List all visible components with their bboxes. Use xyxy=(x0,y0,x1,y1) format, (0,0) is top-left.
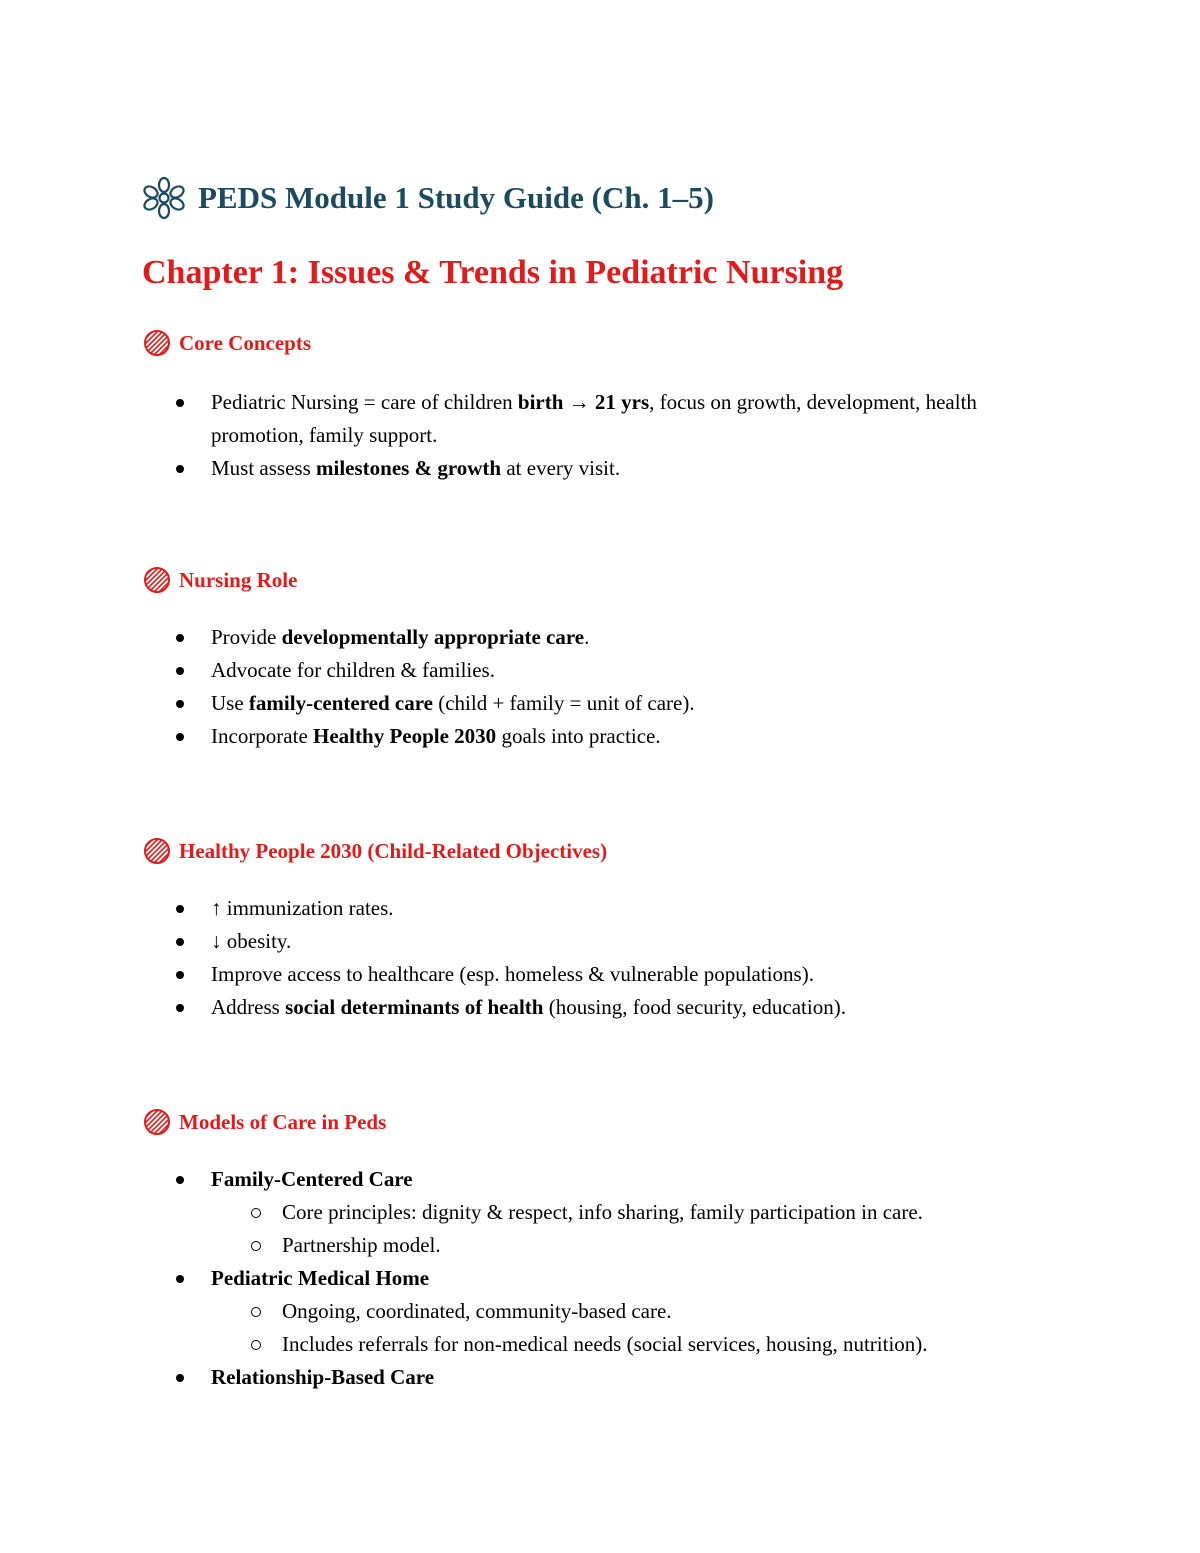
hatched-circle-icon xyxy=(143,566,171,594)
list-item: Provide developmentally appropriate care. xyxy=(0,621,1031,654)
sub-list-item: Ongoing, coordinated, community-based care. xyxy=(211,1295,1031,1328)
core-concepts-list xyxy=(0,386,1031,485)
section-heading-text: Healthy People 2030 (Child-Related Objectives) xyxy=(179,838,608,863)
sub-list xyxy=(211,1295,1031,1361)
list-item: Relationship-Based Care xyxy=(0,1361,1031,1394)
sub-list xyxy=(211,1196,1031,1262)
hatched-circle-icon xyxy=(143,1108,171,1136)
flower-icon xyxy=(140,176,188,220)
list-item: Improve access to healthcare (esp. homeless & vulnerable populations). xyxy=(0,958,1031,991)
list-item: Family-Centered Care Core principles: dignity & respect, info sharing, family participation in care. Partnership model. xyxy=(0,1163,1031,1262)
sub-list-item: Core principles: dignity & respect, info sharing, family participation in care. xyxy=(211,1196,1031,1229)
list-item: Incorporate Healthy People 2030 goals into practice. xyxy=(0,720,1031,753)
sub-list-item: Partnership model. xyxy=(211,1229,1031,1262)
document-title-text: PEDS Module 1 Study Guide (Ch. 1–5) xyxy=(198,180,714,215)
section-heading-nursing-role xyxy=(143,566,297,594)
section-heading-core-concepts xyxy=(143,329,311,357)
document-title xyxy=(140,176,714,220)
hatched-circle-icon xyxy=(143,329,171,357)
list-item: Pediatric Nursing = care of children birth → 21 yrs, focus on growth, development, health promotion, family support. xyxy=(0,386,1031,452)
section-heading-text: Nursing Role xyxy=(179,567,298,592)
list-item: Pediatric Medical Home Ongoing, coordinated, community-based care. Includes referrals for non-medical needs (social services, housing, nutrition). xyxy=(0,1262,1031,1361)
hatched-circle-icon xyxy=(143,837,171,865)
models-of-care-list xyxy=(0,1163,1031,1394)
list-item: ↓ obesity. xyxy=(0,925,1031,958)
section-heading-healthy-people-2030 xyxy=(143,837,607,865)
healthy-people-list xyxy=(0,892,1031,1024)
section-heading-text: Models of Care in Peds xyxy=(179,1109,387,1134)
list-item: ↑ immunization rates. xyxy=(0,892,1031,925)
list-item: Use family-centered care (child + family = unit of care). xyxy=(0,687,1031,720)
list-item: Must assess milestones & growth at every visit. xyxy=(0,452,1031,485)
nursing-role-list xyxy=(0,621,1031,753)
list-item: Advocate for children & families. xyxy=(0,654,1031,687)
sub-list-item: Includes referrals for non-medical needs (social services, housing, nutrition). xyxy=(211,1328,1031,1361)
section-heading-text: Core Concepts xyxy=(179,330,312,355)
section-heading-models-of-care xyxy=(143,1108,386,1136)
list-item: Address social determinants of health (housing, food security, education). xyxy=(0,991,1031,1024)
chapter-title: Chapter 1: Issues & Trends in Pediatric Nursing xyxy=(142,254,844,291)
